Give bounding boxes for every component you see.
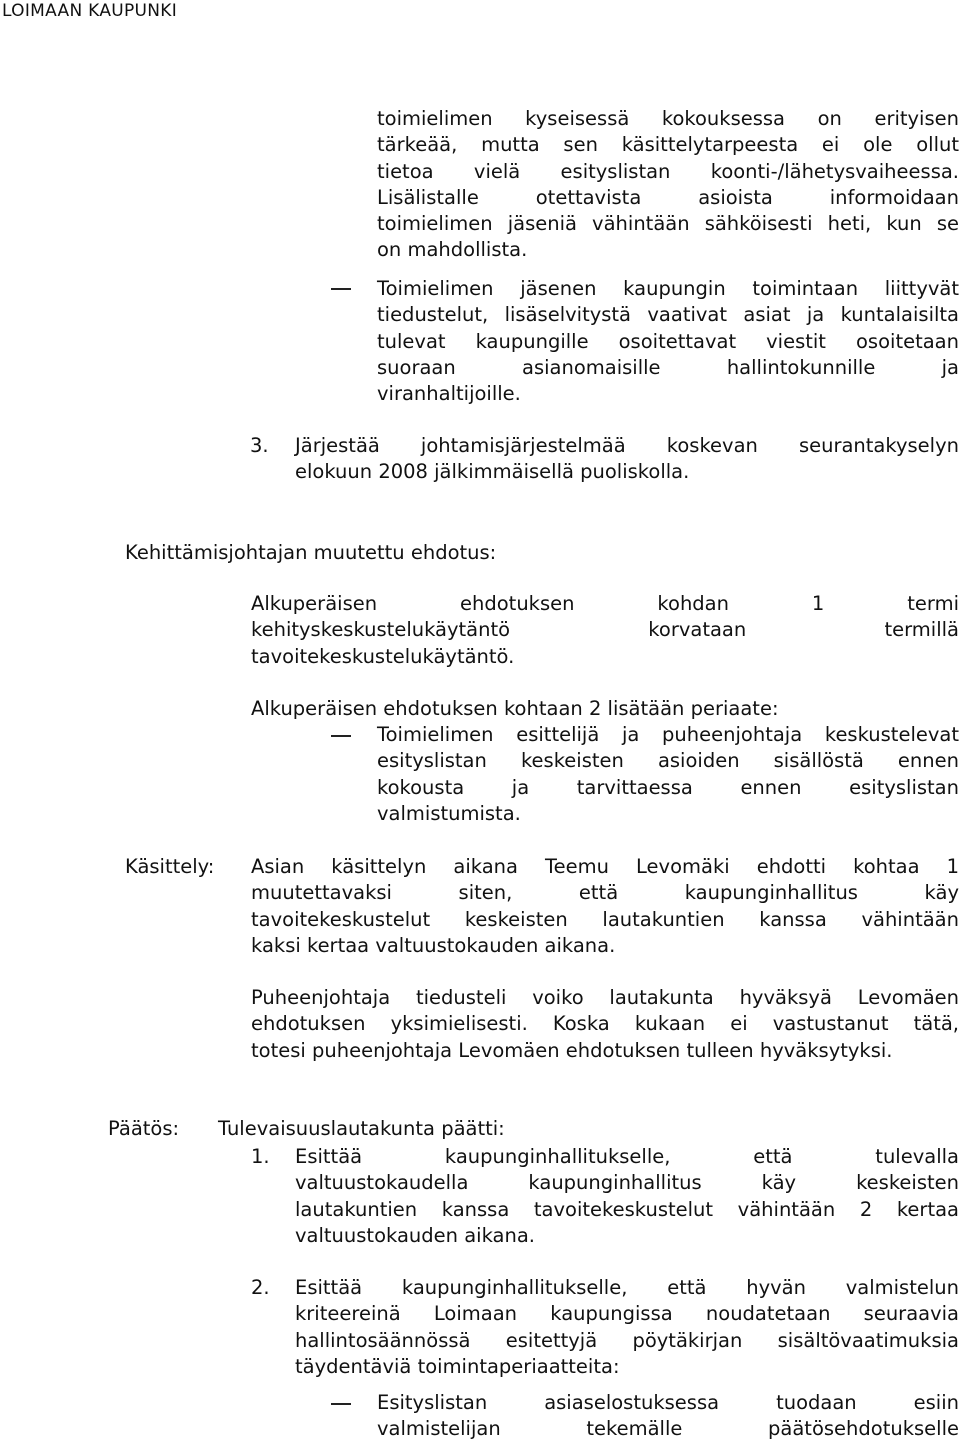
- text-line: Alkuperäisen ehdotuksen kohdan 1 termi: [251, 592, 959, 615]
- paatos-label: Päätös:: [108, 1117, 180, 1140]
- kasittely-paragraph-2: [251, 985, 959, 1064]
- text-line: Puheenjohtaja tiedusteli voiko lautakunta hyväksyä Levomäen: [251, 986, 959, 1009]
- text-line: kriteereinä Loimaan kaupungissa noudatetaan seuraavia: [295, 1302, 959, 1326]
- paatos-bullet: [377, 1390, 959, 1443]
- text-line: tavoitekeskustelukäytäntö.: [251, 644, 515, 668]
- organization-header: LOIMAAN KAUPUNKI: [2, 1, 178, 21]
- item-number: 2.: [251, 1276, 270, 1299]
- text-line: Järjestää johtamisjärjestelmää koskevan seurantakyselyn: [295, 434, 959, 457]
- text-line: kaksi kertaa valtuustokauden aikana.: [251, 933, 616, 957]
- text-line: tavoitekeskustelut keskeisten lautakuntien kanssa vähintään: [251, 907, 959, 931]
- text-line: muutettavaksi siten, että kaupunginhallitus käy: [251, 881, 959, 905]
- text-line: Lisälistalle otettavista asioista informoidaan: [377, 185, 959, 209]
- text-line: kehityskeskustelukäytäntö korvataan termillä: [251, 618, 959, 642]
- text-line: Asian käsittelyn aikana Teemu Levomäki ehdotti kohtaa 1: [251, 855, 959, 878]
- text-line: täydentäviä toimintaperiaatteita:: [295, 1354, 620, 1378]
- text-line: ehdotuksen yksimielisesti. Koska kukaan ei vastustanut tätä,: [251, 1012, 959, 1036]
- text-line: toimielimen jäseniä vähintään sähköisesti heti, kun se: [377, 212, 959, 236]
- amended-proposal-intro: Alkuperäisen ehdotuksen kohtaan 2 lisätään periaate:: [251, 697, 779, 720]
- text-line: elokuun 2008 jälkimmäisellä puoliskolla.: [295, 460, 690, 484]
- amended-proposal-bullet: [377, 722, 959, 827]
- paatos-item-2: [295, 1275, 959, 1380]
- item-number: 1.: [251, 1145, 270, 1168]
- text-line: toimielimen kyseisessä kokouksessa on erityisen: [377, 107, 959, 130]
- text-line: Esittää kaupunginhallitukselle, että hyvän valmistelun: [295, 1276, 959, 1299]
- text-line: totesi puheenjohtaja Levomäen ehdotuksen tulleen hyväksytyksi.: [251, 1038, 893, 1062]
- text-line: Toimielimen jäsenen kaupungin toimintaan liittyvät: [377, 277, 959, 300]
- text-line: valtuustokaudella kaupunginhallitus käy keskeisten: [295, 1171, 959, 1195]
- amended-proposal-paragraph: [251, 591, 959, 670]
- item-number: 3.: [250, 434, 269, 457]
- text-line: valtuustokauden aikana.: [295, 1223, 535, 1247]
- text-line: suoraan asianomaisille hallintokunnille ja: [377, 355, 959, 379]
- dash-bullet: [331, 288, 351, 290]
- paatos-item-1: [295, 1144, 959, 1249]
- text-line: tulevat kaupungille osoitettavat viestit osoitetaan: [377, 329, 959, 353]
- text-line: Esityslistan asiaselostuksessa tuodaan esiin: [377, 1391, 959, 1414]
- text-line: on mahdollista.: [377, 238, 528, 262]
- continued-paragraph: [377, 106, 959, 264]
- dash-bullet: [331, 735, 351, 737]
- kasittely-paragraph-1: [251, 854, 959, 959]
- text-line: tiedustelut, lisäselvitystä vaativat asiat ja kuntalaisilta: [377, 303, 959, 327]
- text-line: tietoa vielä esityslistan koonti-/lähetysvaiheessa.: [377, 159, 959, 183]
- bullet-inquiries: [377, 276, 959, 407]
- text-line: lautakuntien kanssa tavoitekeskustelut vähintään 2 kertaa: [295, 1197, 959, 1221]
- text-line: kokousta ja tarvittaessa ennen esityslistan: [377, 775, 959, 799]
- text-line: viranhaltijoille.: [377, 382, 521, 406]
- paatos-intro: Tulevaisuuslautakunta päätti:: [218, 1117, 505, 1140]
- text-line: tärkeää, mutta sen käsittelytarpeesta ei ole ollut: [377, 133, 959, 157]
- text-line: Toimielimen esittelijä ja puheenjohtaja keskustelevat: [377, 723, 959, 746]
- text-line: esityslistan keskeisten asioiden sisällöstä ennen: [377, 749, 959, 773]
- item-3-text: [295, 433, 959, 486]
- amended-proposal-heading: Kehittämisjohtajan muutettu ehdotus:: [125, 541, 497, 564]
- text-line: valmistumista.: [377, 801, 521, 825]
- text-line: valmistelijan tekemälle päätösehdotukselle: [377, 1417, 959, 1441]
- text-line: hallintosäännössä esitettyjä pöytäkirjan sisältövaatimuksia: [295, 1328, 959, 1352]
- dash-bullet: [331, 1403, 351, 1405]
- text-line: Esittää kaupunginhallitukselle, että tulevalla: [295, 1145, 959, 1168]
- kasittely-label: Käsittely:: [125, 855, 215, 878]
